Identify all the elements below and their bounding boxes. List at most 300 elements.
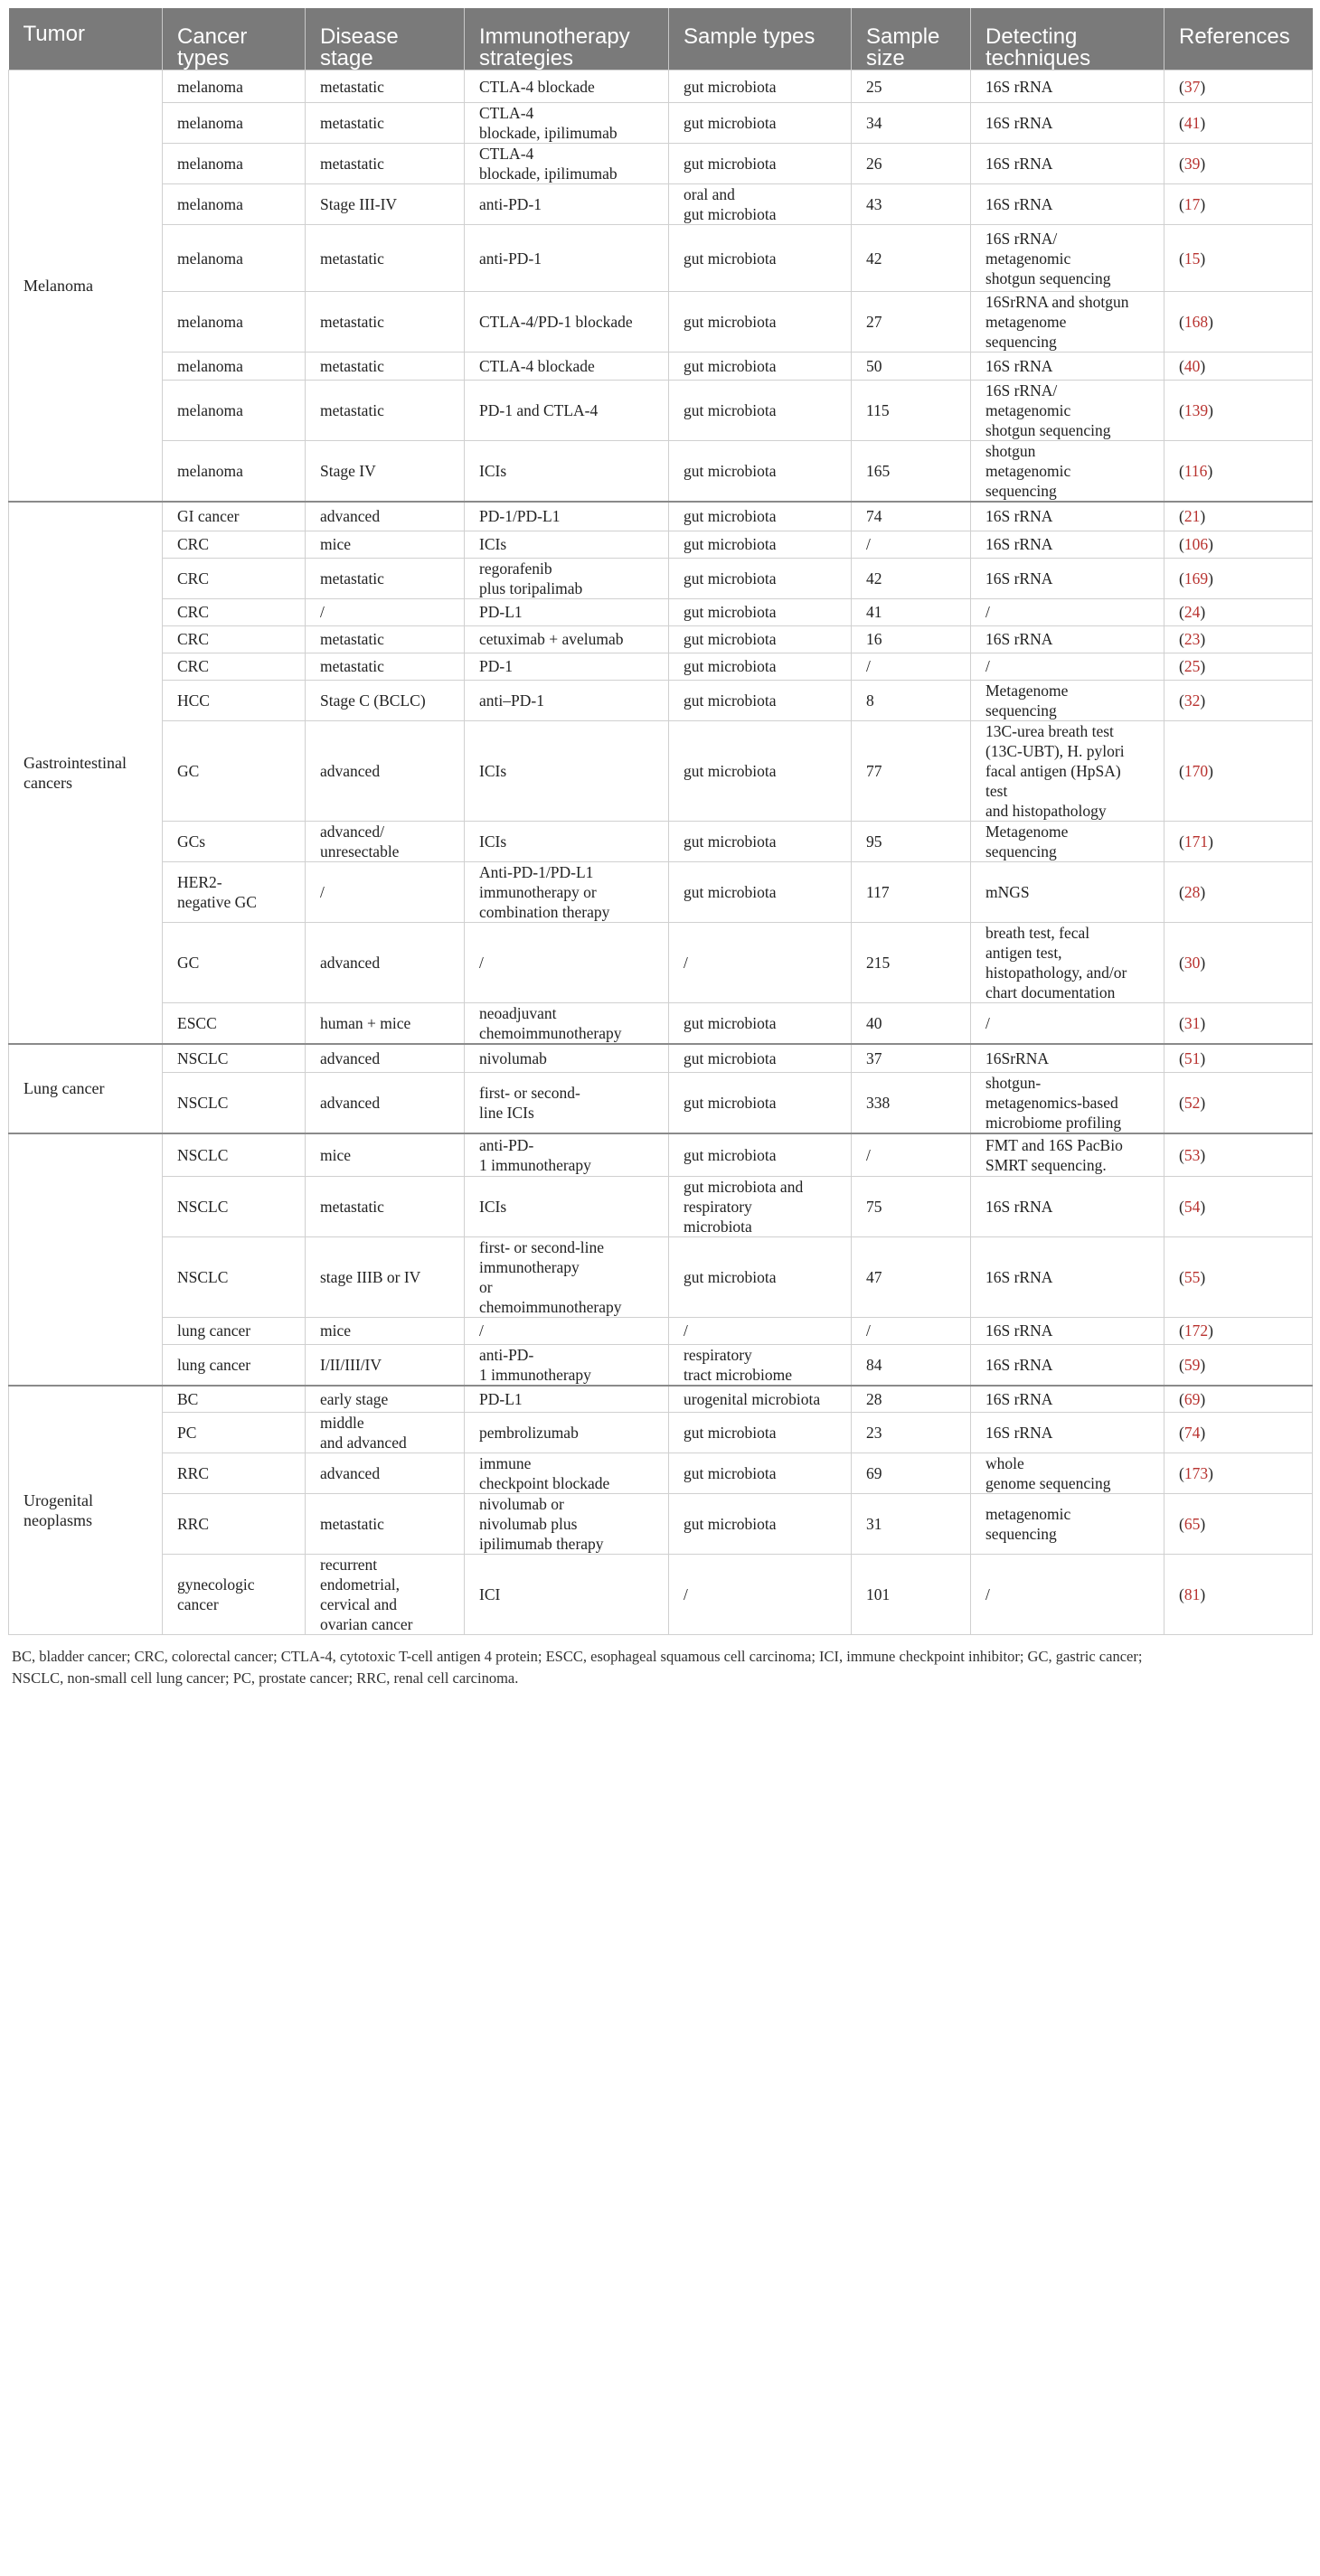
- technique-cell: /: [971, 598, 1164, 625]
- table-row: [9, 1044, 1313, 1073]
- paren-open: (: [1179, 195, 1184, 213]
- strategy-cell: PD-L1: [465, 1386, 669, 1413]
- paren-open: (: [1179, 313, 1184, 331]
- paren-close: ): [1200, 1389, 1206, 1408]
- paren-open: (: [1179, 155, 1184, 173]
- table-row: [9, 441, 1313, 503]
- disease-stage-cell: mice: [306, 1317, 465, 1344]
- sample-size-cell: 338: [852, 1073, 971, 1134]
- paren-close: ): [1200, 1013, 1206, 1032]
- reference-cell: [1164, 144, 1313, 184]
- reference-cell: [1164, 1494, 1313, 1555]
- cancer-type-cell: NSCLC: [163, 1236, 306, 1317]
- sample-size-cell: 16: [852, 625, 971, 653]
- sample-size-cell: 75: [852, 1176, 971, 1236]
- technique-cell: 16SrRNA and shotgun metagenome sequencing: [971, 292, 1164, 353]
- paren-close: ): [1208, 761, 1213, 780]
- tumor-group-cell: Melanoma: [9, 71, 163, 503]
- paren-close: ): [1200, 1197, 1206, 1216]
- paren-open: (: [1179, 507, 1184, 526]
- reference-link[interactable]: 40: [1183, 357, 1201, 375]
- paren-close: ): [1208, 1321, 1213, 1340]
- sample-type-cell: gut microbiota: [669, 1073, 852, 1134]
- strategy-cell: PD-1: [465, 653, 669, 680]
- sample-size-cell: 28: [852, 1386, 971, 1413]
- technique-cell: 16S rRNA: [971, 353, 1164, 381]
- technique-cell: whole genome sequencing: [971, 1453, 1164, 1494]
- disease-stage-cell: metastatic: [306, 625, 465, 653]
- table-row: [9, 1494, 1313, 1555]
- sample-size-cell: 101: [852, 1555, 971, 1635]
- technique-cell: /: [971, 653, 1164, 680]
- paren-open: (: [1179, 1267, 1184, 1286]
- strategy-cell: cetuximab + avelumab: [465, 625, 669, 653]
- strategy-cell: neoadjuvant chemoimmunotherapy: [465, 1002, 669, 1044]
- sample-size-cell: 42: [852, 558, 971, 598]
- paren-close: ): [1200, 1267, 1206, 1286]
- cancer-type-cell: HER2- negative GC: [163, 861, 306, 922]
- paren-close: ): [1200, 953, 1206, 972]
- paren-close: ): [1200, 1094, 1206, 1112]
- table-row: [9, 381, 1313, 441]
- header-row: [9, 8, 1313, 71]
- reference-link[interactable]: 170: [1183, 761, 1209, 780]
- cancer-type-cell: CRC: [163, 558, 306, 598]
- reference-cell: [1164, 821, 1313, 861]
- cancer-type-cell: melanoma: [163, 381, 306, 441]
- reference-cell: [1164, 1555, 1313, 1635]
- paren-close: ): [1200, 114, 1206, 132]
- sample-type-cell: gut microbiota: [669, 720, 852, 821]
- sample-size-cell: 215: [852, 922, 971, 1002]
- table-body: [9, 71, 1313, 1635]
- strategy-cell: CTLA-4/PD-1 blockade: [465, 292, 669, 353]
- paren-open: (: [1179, 1424, 1184, 1442]
- paren-open: (: [1179, 761, 1184, 780]
- sample-type-cell: gut microbiota: [669, 292, 852, 353]
- cancer-type-cell: GI cancer: [163, 502, 306, 531]
- reference-link[interactable]: 52: [1183, 1094, 1201, 1112]
- sample-size-cell: 27: [852, 292, 971, 353]
- reference-link[interactable]: 168: [1183, 313, 1209, 331]
- sample-size-cell: 31: [852, 1494, 971, 1555]
- reference-cell: [1164, 353, 1313, 381]
- technique-cell: 16S rRNA: [971, 625, 1164, 653]
- reference-link[interactable]: 116: [1183, 462, 1208, 480]
- reference-link[interactable]: 81: [1183, 1585, 1201, 1603]
- disease-stage-cell: advanced: [306, 502, 465, 531]
- table-container: [8, 8, 1312, 1689]
- technique-cell: 16S rRNA: [971, 144, 1164, 184]
- table-row: [9, 353, 1313, 381]
- reference-link[interactable]: 106: [1183, 535, 1209, 553]
- sample-size-cell: 26: [852, 144, 971, 184]
- paren-open: (: [1179, 1355, 1184, 1374]
- table-row: [9, 558, 1313, 598]
- sample-size-cell: 41: [852, 598, 971, 625]
- paren-open: (: [1179, 569, 1184, 588]
- reference-cell: [1164, 1133, 1313, 1176]
- reference-link[interactable]: 15: [1183, 249, 1201, 268]
- cancer-type-cell: ESCC: [163, 1002, 306, 1044]
- reference-cell: [1164, 720, 1313, 821]
- disease-stage-cell: advanced: [306, 922, 465, 1002]
- table-row: [9, 821, 1313, 861]
- table-row: [9, 103, 1313, 144]
- paren-close: ): [1207, 462, 1213, 480]
- paren-open: (: [1179, 1197, 1184, 1216]
- paren-open: (: [1179, 1389, 1184, 1408]
- reference-cell: [1164, 1413, 1313, 1453]
- reference-link[interactable]: 32: [1183, 691, 1201, 710]
- table-row: [9, 1002, 1313, 1044]
- paren-close: ): [1200, 195, 1206, 213]
- table-row: [9, 922, 1313, 1002]
- table-row: [9, 1133, 1313, 1176]
- sample-size-cell: /: [852, 1133, 971, 1176]
- paren-open: (: [1179, 114, 1184, 132]
- reference-cell: [1164, 1236, 1313, 1317]
- cancer-type-cell: NSCLC: [163, 1176, 306, 1236]
- sample-type-cell: gut microbiota: [669, 144, 852, 184]
- technique-cell: /: [971, 1002, 1164, 1044]
- header-sample-types: Sample types: [669, 8, 852, 71]
- disease-stage-cell: Stage C (BCLC): [306, 680, 465, 720]
- reference-cell: [1164, 103, 1313, 144]
- disease-stage-cell: metastatic: [306, 353, 465, 381]
- sample-type-cell: gut microbiota: [669, 861, 852, 922]
- technique-cell: 16S rRNA/ metagenomic shotgun sequencing: [971, 225, 1164, 292]
- cancer-type-cell: NSCLC: [163, 1133, 306, 1176]
- paren-open: (: [1179, 1013, 1184, 1032]
- paren-close: ): [1200, 155, 1206, 173]
- table-row: [9, 720, 1313, 821]
- reference-link[interactable]: 28: [1183, 882, 1201, 901]
- reference-link[interactable]: 172: [1183, 1321, 1209, 1340]
- reference-link[interactable]: 41: [1183, 114, 1201, 132]
- reference-cell: [1164, 653, 1313, 680]
- strategy-cell: PD-1/PD-L1: [465, 502, 669, 531]
- tumor-group-cell: Gastrointestinal cancers: [9, 502, 163, 1044]
- paren-open: (: [1179, 401, 1184, 419]
- table-row: [9, 144, 1313, 184]
- strategy-cell: pembrolizumab: [465, 1413, 669, 1453]
- reference-cell: [1164, 861, 1313, 922]
- reference-link[interactable]: 30: [1183, 953, 1201, 972]
- cancer-type-cell: gynecologic cancer: [163, 1555, 306, 1635]
- sample-type-cell: gut microbiota: [669, 381, 852, 441]
- technique-cell: 16S rRNA: [971, 1176, 1164, 1236]
- technique-cell: 16S rRNA: [971, 1236, 1164, 1317]
- table-row: [9, 680, 1313, 720]
- sample-size-cell: 34: [852, 103, 971, 144]
- strategy-cell: anti-PD-1: [465, 184, 669, 225]
- strategy-cell: CTLA-4 blockade, ipilimumab: [465, 144, 669, 184]
- paren-open: (: [1179, 1321, 1184, 1340]
- header-cancer-types: Cancer types: [163, 8, 306, 71]
- sample-size-cell: 43: [852, 184, 971, 225]
- paren-open: (: [1179, 357, 1184, 375]
- cancer-type-cell: lung cancer: [163, 1317, 306, 1344]
- reference-link[interactable]: 21: [1183, 507, 1201, 526]
- disease-stage-cell: metastatic: [306, 558, 465, 598]
- paren-open: (: [1179, 535, 1184, 553]
- reference-link[interactable]: 69: [1183, 1389, 1201, 1408]
- sample-type-cell: urogenital microbiota: [669, 1386, 852, 1413]
- strategy-cell: CTLA-4 blockade: [465, 71, 669, 103]
- reference-cell: [1164, 1044, 1313, 1073]
- disease-stage-cell: metastatic: [306, 71, 465, 103]
- paren-open: (: [1179, 603, 1184, 621]
- sample-type-cell: gut microbiota: [669, 1494, 852, 1555]
- table-row: [9, 1555, 1313, 1635]
- technique-cell: breath test, fecal antigen test, histopathology, and/or chart documentation: [971, 922, 1164, 1002]
- reference-link[interactable]: 171: [1183, 832, 1209, 851]
- sample-size-cell: /: [852, 531, 971, 558]
- cancer-type-cell: melanoma: [163, 441, 306, 503]
- table-row: [9, 531, 1313, 558]
- sample-size-cell: 165: [852, 441, 971, 503]
- disease-stage-cell: metastatic: [306, 225, 465, 292]
- reference-link[interactable]: 74: [1183, 1424, 1201, 1442]
- sample-type-cell: oral and gut microbiota: [669, 184, 852, 225]
- sample-size-cell: 42: [852, 225, 971, 292]
- reference-cell: [1164, 1344, 1313, 1386]
- strategy-cell: Anti-PD-1/PD-L1 immunotherapy or combination therapy: [465, 861, 669, 922]
- strategy-cell: nivolumab: [465, 1044, 669, 1073]
- reference-cell: [1164, 1176, 1313, 1236]
- cancer-type-cell: BC: [163, 1386, 306, 1413]
- sample-type-cell: gut microbiota: [669, 71, 852, 103]
- technique-cell: 16S rRNA: [971, 531, 1164, 558]
- reference-cell: [1164, 1453, 1313, 1494]
- paren-open: (: [1179, 1515, 1184, 1533]
- reference-cell: [1164, 381, 1313, 441]
- disease-stage-cell: metastatic: [306, 1494, 465, 1555]
- table-header: [9, 8, 1313, 71]
- disease-stage-cell: advanced: [306, 720, 465, 821]
- reference-cell: [1164, 680, 1313, 720]
- sample-type-cell: gut microbiota: [669, 625, 852, 653]
- paren-close: ): [1200, 1424, 1206, 1442]
- paren-close: ): [1200, 1145, 1206, 1164]
- header-sample-size: Sample size: [852, 8, 971, 71]
- sample-size-cell: 47: [852, 1236, 971, 1317]
- sample-type-cell: gut microbiota: [669, 502, 852, 531]
- header-references: References: [1164, 8, 1313, 71]
- table-row: [9, 1386, 1313, 1413]
- cancer-type-cell: GC: [163, 720, 306, 821]
- paren-close: ): [1200, 77, 1206, 96]
- reference-link[interactable]: 53: [1183, 1145, 1201, 1164]
- reference-link[interactable]: 55: [1183, 1267, 1201, 1286]
- strategy-cell: anti-PD- 1 immunotherapy: [465, 1344, 669, 1386]
- paren-open: (: [1179, 630, 1184, 648]
- data-table: [8, 8, 1313, 1635]
- strategy-cell: /: [465, 1317, 669, 1344]
- disease-stage-cell: metastatic: [306, 144, 465, 184]
- disease-stage-cell: recurrent endometrial, cervical and ovarian cancer: [306, 1555, 465, 1635]
- cancer-type-cell: melanoma: [163, 225, 306, 292]
- strategy-cell: nivolumab or nivolumab plus ipilimumab therapy: [465, 1494, 669, 1555]
- disease-stage-cell: advanced: [306, 1453, 465, 1494]
- sample-size-cell: 77: [852, 720, 971, 821]
- strategy-cell: CTLA-4 blockade, ipilimumab: [465, 103, 669, 144]
- strategy-cell: first- or second-line immunotherapy or chemoimmunotherapy: [465, 1236, 669, 1317]
- sample-type-cell: /: [669, 1555, 852, 1635]
- technique-cell: 16S rRNA: [971, 502, 1164, 531]
- strategy-cell: first- or second- line ICIs: [465, 1073, 669, 1134]
- technique-cell: 16S rRNA: [971, 184, 1164, 225]
- paren-close: ): [1200, 507, 1206, 526]
- paren-open: (: [1179, 882, 1184, 901]
- disease-stage-cell: metastatic: [306, 1176, 465, 1236]
- strategy-cell: ICIs: [465, 1176, 669, 1236]
- header-immunotherapy-strategies: Immunotherapy strategies: [465, 8, 669, 71]
- technique-cell: 16S rRNA: [971, 71, 1164, 103]
- cancer-type-cell: PC: [163, 1413, 306, 1453]
- table-row: [9, 71, 1313, 103]
- reference-link[interactable]: 173: [1183, 1464, 1209, 1482]
- table-row: [9, 598, 1313, 625]
- cancer-type-cell: CRC: [163, 625, 306, 653]
- paren-open: (: [1179, 657, 1184, 675]
- disease-stage-cell: I/II/III/IV: [306, 1344, 465, 1386]
- table-row: [9, 184, 1313, 225]
- technique-cell: FMT and 16S PacBio SMRT sequencing.: [971, 1133, 1164, 1176]
- paren-open: (: [1179, 1464, 1184, 1482]
- reference-cell: [1164, 225, 1313, 292]
- table-row: [9, 292, 1313, 353]
- sample-size-cell: 37: [852, 1044, 971, 1073]
- reference-cell: [1164, 71, 1313, 103]
- sample-size-cell: 95: [852, 821, 971, 861]
- paren-close: ): [1200, 249, 1206, 268]
- disease-stage-cell: stage IIIB or IV: [306, 1236, 465, 1317]
- reference-link[interactable]: 24: [1183, 603, 1201, 621]
- sample-size-cell: 84: [852, 1344, 971, 1386]
- paren-close: ): [1200, 1048, 1206, 1067]
- reference-link[interactable]: 39: [1183, 155, 1201, 173]
- table-row: [9, 653, 1313, 680]
- reference-link[interactable]: 31: [1183, 1013, 1201, 1032]
- cancer-type-cell: melanoma: [163, 103, 306, 144]
- reference-link[interactable]: 51: [1183, 1048, 1201, 1067]
- strategy-cell: anti-PD-1: [465, 225, 669, 292]
- table-row: [9, 1413, 1313, 1453]
- reference-link[interactable]: 65: [1183, 1515, 1201, 1533]
- disease-stage-cell: mice: [306, 1133, 465, 1176]
- paren-open: (: [1179, 832, 1184, 851]
- reference-cell: [1164, 1002, 1313, 1044]
- sample-type-cell: gut microbiota: [669, 1236, 852, 1317]
- header-disease-stage: Disease stage: [306, 8, 465, 71]
- sample-type-cell: /: [669, 922, 852, 1002]
- cancer-type-cell: CRC: [163, 598, 306, 625]
- technique-cell: 16S rRNA: [971, 103, 1164, 144]
- sample-type-cell: gut microbiota: [669, 1044, 852, 1073]
- technique-cell: 16S rRNA/ metagenomic shotgun sequencing: [971, 381, 1164, 441]
- paren-open: (: [1179, 953, 1184, 972]
- paren-close: ): [1208, 401, 1213, 419]
- strategy-cell: ICIs: [465, 821, 669, 861]
- technique-cell: Metagenome sequencing: [971, 680, 1164, 720]
- reference-cell: [1164, 292, 1313, 353]
- strategy-cell: immune checkpoint blockade: [465, 1453, 669, 1494]
- disease-stage-cell: metastatic: [306, 292, 465, 353]
- sample-type-cell: gut microbiota: [669, 598, 852, 625]
- table-row: [9, 1317, 1313, 1344]
- reference-link[interactable]: 37: [1183, 77, 1201, 96]
- sample-size-cell: /: [852, 653, 971, 680]
- paren-close: ): [1208, 569, 1213, 588]
- disease-stage-cell: advanced: [306, 1044, 465, 1073]
- technique-cell: 16S rRNA: [971, 1317, 1164, 1344]
- disease-stage-cell: /: [306, 861, 465, 922]
- technique-cell: 16S rRNA: [971, 1413, 1164, 1453]
- paren-close: ): [1200, 357, 1206, 375]
- cancer-type-cell: GCs: [163, 821, 306, 861]
- sample-size-cell: 115: [852, 381, 971, 441]
- reference-link[interactable]: 139: [1183, 401, 1209, 419]
- cancer-type-cell: GC: [163, 922, 306, 1002]
- reference-cell: [1164, 502, 1313, 531]
- table-row: [9, 1176, 1313, 1236]
- paren-close: ): [1208, 535, 1213, 553]
- cancer-type-cell: melanoma: [163, 353, 306, 381]
- strategy-cell: PD-L1: [465, 598, 669, 625]
- paren-close: ): [1208, 1464, 1213, 1482]
- sample-size-cell: 8: [852, 680, 971, 720]
- technique-cell: mNGS: [971, 861, 1164, 922]
- sample-size-cell: 74: [852, 502, 971, 531]
- disease-stage-cell: Stage III-IV: [306, 184, 465, 225]
- sample-type-cell: gut microbiota: [669, 653, 852, 680]
- reference-link[interactable]: 25: [1183, 657, 1201, 675]
- paren-open: (: [1179, 1048, 1184, 1067]
- paren-open: (: [1179, 691, 1184, 710]
- cancer-type-cell: RRC: [163, 1453, 306, 1494]
- reference-link[interactable]: 23: [1183, 630, 1201, 648]
- strategy-cell: CTLA-4 blockade: [465, 353, 669, 381]
- tumor-group-cell: [9, 1133, 163, 1386]
- sample-size-cell: 117: [852, 861, 971, 922]
- sample-type-cell: gut microbiota: [669, 1002, 852, 1044]
- cancer-type-cell: CRC: [163, 653, 306, 680]
- reference-cell: [1164, 184, 1313, 225]
- sample-size-cell: 50: [852, 353, 971, 381]
- paren-open: (: [1179, 1094, 1184, 1112]
- paren-close: ): [1200, 603, 1206, 621]
- strategy-cell: ICIs: [465, 720, 669, 821]
- sample-size-cell: 25: [852, 71, 971, 103]
- technique-cell: 13C-urea breath test (13C-UBT), H. pylori facal antigen (HpSA) test and histopathology: [971, 720, 1164, 821]
- paren-close: ): [1208, 832, 1213, 851]
- reference-link[interactable]: 59: [1183, 1355, 1201, 1374]
- paren-close: ): [1200, 1355, 1206, 1374]
- technique-cell: 16S rRNA: [971, 1344, 1164, 1386]
- reference-cell: [1164, 1317, 1313, 1344]
- reference-link[interactable]: 54: [1183, 1197, 1201, 1216]
- disease-stage-cell: middle and advanced: [306, 1413, 465, 1453]
- paren-open: (: [1179, 249, 1184, 268]
- reference-link[interactable]: 169: [1183, 569, 1209, 588]
- strategy-cell: regorafenib plus toripalimab: [465, 558, 669, 598]
- sample-type-cell: gut microbiota: [669, 558, 852, 598]
- reference-link[interactable]: 17: [1183, 195, 1201, 213]
- cancer-type-cell: lung cancer: [163, 1344, 306, 1386]
- disease-stage-cell: /: [306, 598, 465, 625]
